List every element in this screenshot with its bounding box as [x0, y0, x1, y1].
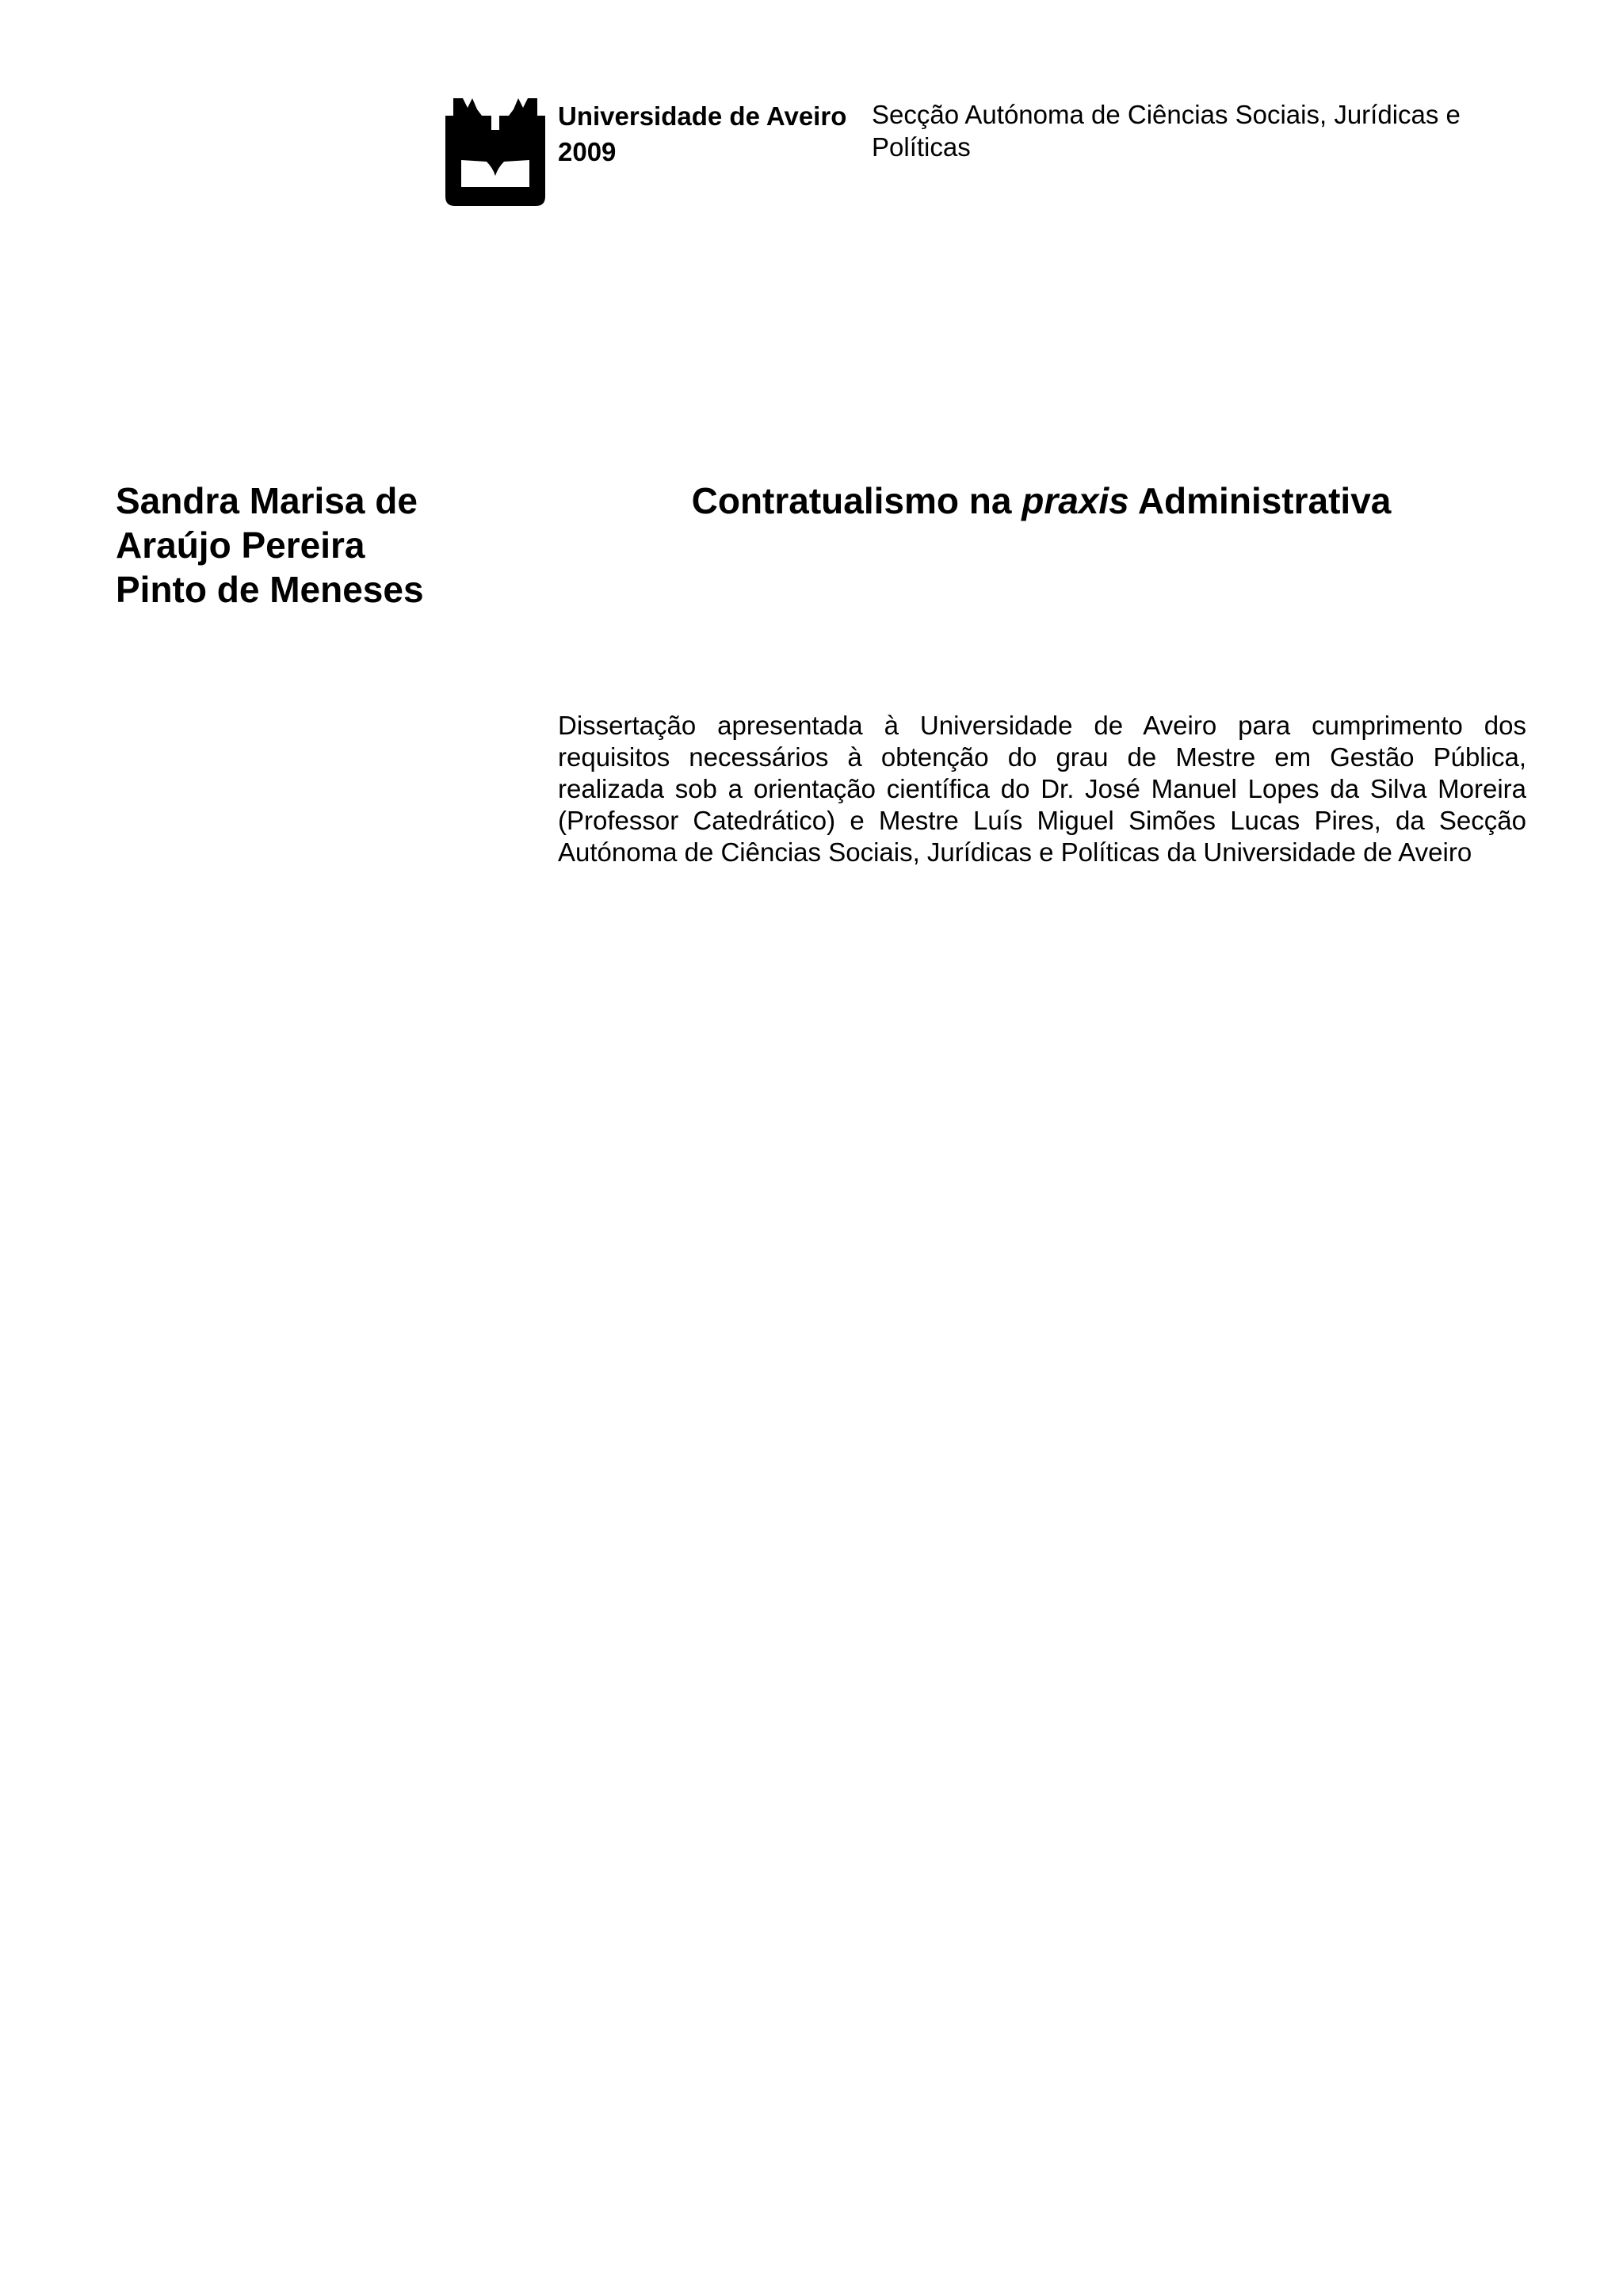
title-part-2: Administrativa — [1128, 480, 1392, 521]
dissertation-statement — [558, 710, 1526, 868]
statement-line: (Professor Catedrático) e Mestre Luís Miguel Simões Lucas Pires, da Secção — [558, 806, 1526, 835]
department-line-1: Secção Autónoma de Ciências Sociais, Jurídicas e — [872, 100, 1461, 129]
department-line-2: Políticas — [872, 132, 971, 162]
department-header — [872, 98, 1522, 163]
university-name: Universidade de Aveiro — [558, 101, 847, 131]
title-italic-word: praxis — [1022, 480, 1129, 521]
statement-line: realizada sob a orientação científica do Dr. José Manuel Lopes da Silva Moreira — [558, 774, 1526, 803]
year: 2009 — [558, 137, 617, 166]
author-line-2: Araújo Pereira — [116, 524, 365, 566]
statement-line: requisitos necessários à obtenção do grau de Mestre em Gestão Pública, — [558, 742, 1526, 772]
statement-line: Dissertação apresentada à Universidade de Aveiro para cumprimento dos — [558, 711, 1526, 740]
author-name — [116, 479, 528, 612]
university-logo-icon — [445, 98, 545, 206]
author-line-3: Pinto de Meneses — [116, 569, 424, 610]
title-part-1: Contratualismo na — [691, 480, 1022, 521]
dissertation-title — [558, 479, 1525, 523]
author-line-1: Sandra Marisa de — [116, 480, 418, 521]
statement-line: Autónoma de Ciências Sociais, Jurídicas e Políticas da Universidade de Aveiro — [558, 837, 1472, 867]
university-header — [558, 98, 864, 170]
